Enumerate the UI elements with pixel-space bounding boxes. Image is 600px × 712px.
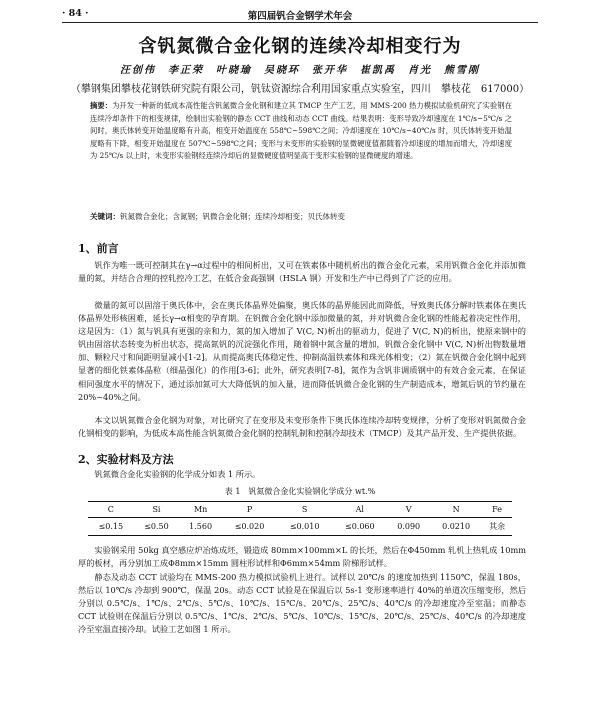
page-number: · 84 ·: [62, 8, 89, 19]
keywords-label: 关键词：: [90, 212, 120, 221]
table-header-cell: Al: [355, 505, 364, 514]
methods-intro: 钒氮微合金化实验钢的化学成分如表 1 所示。: [94, 469, 261, 479]
table-cell: ≤0.020: [234, 522, 265, 531]
table-header-cell: N: [452, 505, 460, 514]
table-cell: 1.560: [189, 522, 213, 531]
keywords-text: 钒氮微合金化；含氮钢；钒微合金化钢；连续冷却相变；贝氏体转变: [120, 212, 345, 221]
table-cell: ≤0.060: [344, 522, 375, 531]
table-header-cell: Fe: [492, 505, 502, 514]
keywords: [90, 211, 520, 223]
table-cell: ≤0.15: [98, 522, 124, 531]
section-heading-intro: 1、前言: [78, 242, 119, 255]
methods-paragraph-1: 实验钢采用 50kg 真空感应炉冶炼成坯，锻造成 80mm×100mm×L 的长坯，然后在Φ450mm 轧机上热轧成 10mm 厚的板材，再分别加工成Φ8mm×15mm 圆柱形试样和Φ6mm×54mm 阶梯形试样。: [78, 545, 526, 569]
abstract-text: 为开发一种新的低成本高性能含钒氮微合金化钢和建立其 TMCP 生产工艺，用 MMS-200 热力模拟试验机研究了实验钢在连续冷却条件下的相变规律，绘制出实验钢的静态 CCT 曲线和动态 CCT 曲线。结果表明：变形导致冷却速度在 1℃/s~5℃/s 之间时，奥氏体转变开始温度略有升高，相变开始温度在 558℃~598℃之间；冷却速度在 10℃/s~40℃/s 时，贝氏体转变开始温度略有下降，相变开始温度在 507℃~598℃之间；变形与未变形的实验钢的显微硬度值都随着冷却速度的增加而增大，冷却速度为 25℃/s 以上时，未变形实验钢经连续冷却后的显微硬度值明显高于变形实验钢的显微硬度的增速。: [90, 101, 512, 161]
table-header-cell: V: [405, 505, 412, 514]
table-header-row: [88, 502, 512, 518]
composition-table: [88, 486, 512, 536]
table-header-cell: S: [301, 505, 308, 514]
intro-paragraph-3: 本文以钒氮微合金化钢为对象，对比研究了在变形及未变形条件下奥氏体连续冷却转变规律，分析了变形对钒氮微合金化钢相变的影响，为低成本高性能含钒氮微合金化钢的控制轧制和控制冷却技术（TMCP）及其产品开发、生产提供依据。: [78, 415, 526, 439]
table-cell: 0.0210: [442, 522, 471, 531]
table-cell: ≤0.50: [144, 522, 169, 531]
methods-paragraph-2: 静态及动态 CCT 试验均在 MMS-200 热力模拟试验机上进行。试样以 20℃/s 的速度加热到 1150℃，保温 180s，然后以 10℃/s 冷却到 900℃，保温 20s。动态 CCT 试验是在保温后以 5s-1 变形速率进行 40%的单道次压缩变形，然后分别以 0.5℃/s、1℃/s、2℃/s、5℃/s、10℃/s、15℃/s、20℃/s、25℃/s、40℃/s 的冷却速度冷至室温；而静态 CCT 试验则在保温后分别以 0.5℃/s、1℃/s、2℃/s、5℃/s、10℃/s、15℃/s、20℃/s、25℃/s、40℃/s 的冷却速度冷至室温直接冷却。试验工艺如图 1 所示。: [78, 572, 526, 635]
intro-paragraph-1: 钒作为唯一既可控制其在γ→α过程中的相间析出，又可在铁素体中随机析出的微合金化元素，采用钒微合金化并添加微量的氮，并结合合理的控轧控冷工艺，在低合金高强钢（HSLA 钢）开发和生产中已得到了广泛的应用。: [78, 260, 526, 284]
table-header-cell: Si: [152, 505, 161, 514]
running-header: [62, 6, 538, 23]
table-row: [88, 518, 512, 536]
composition-table-grid: [88, 501, 512, 536]
abstract-label: 摘要：: [90, 101, 113, 110]
table-cell: 0.090: [397, 522, 421, 531]
author-list: 汪创伟 李正荣 叶晓瑜 吴晓环 张开华 崔凯禹 肖光 熊雪刚: [120, 65, 480, 76]
affiliation: （攀钢集团攀枝花钢铁研究院有限公司，钒钛资源综合利用国家重点实验室，四川 攀枝花 617000）: [70, 84, 530, 95]
table-header-cell: Mn: [193, 505, 208, 514]
table-header-cell: P: [246, 505, 253, 514]
intro-paragraph-2: 微量的氮可以固溶于奥氏体中，会在奥氏体晶界处偏聚，奥氏体的晶界能因此而降低，导致奥氏体分解时铁素体在奥氏体晶界处形核困难，延长γ→α相变的孕育期。在钒微合金化钢中添加微量的氮，并对钒微合金化钢的性能起着决定性作用，这是因为：（1）氮与钒具有更强的亲和力，氮的加入增加了 V(C, N)析出的驱动力，促进了 V(C, N)的析出，使原来钢中的钒由固溶状态转变为析出状态，提高氮钒的沉淀强化作用，随着钢中氮含量的增加，钒微合金化钢中 V(C, N)析出物数量增加、颗粒尺寸和间距明显减小[1-2]。从而提高奥氏体稳定性、抑制高温铁素体和珠光体相变；（2）氮在钒微合金化钢中起到显著的细化铁素体晶粒（细晶强化）的作用[3-6]；此外，研究表明[7-8]，氮作为含钒非调质钢中的有效合金元素，在保证相同强度水平的情况下，通过添加氮可大大降低钒的加入量，进而降低钒微合金化钢的生产制造成本，增氮后钒的节约量在 20%~40%之间。: [78, 300, 526, 402]
abstract: [90, 100, 512, 163]
conference-name: 第四届钒合金钢学术年会: [247, 11, 353, 22]
table-cell: 其余: [489, 522, 506, 531]
section-heading-methods: 2、实验材料及方法: [78, 453, 174, 466]
table-header-cell: C: [107, 505, 114, 514]
table-caption: 表 1 钒氮微合金化实验钢化学成分 wt.%: [224, 487, 376, 496]
table-cell: ≤0.010: [289, 522, 320, 531]
paper-title: 含钒氮微合金化钢的连续冷却相变行为: [138, 36, 462, 57]
